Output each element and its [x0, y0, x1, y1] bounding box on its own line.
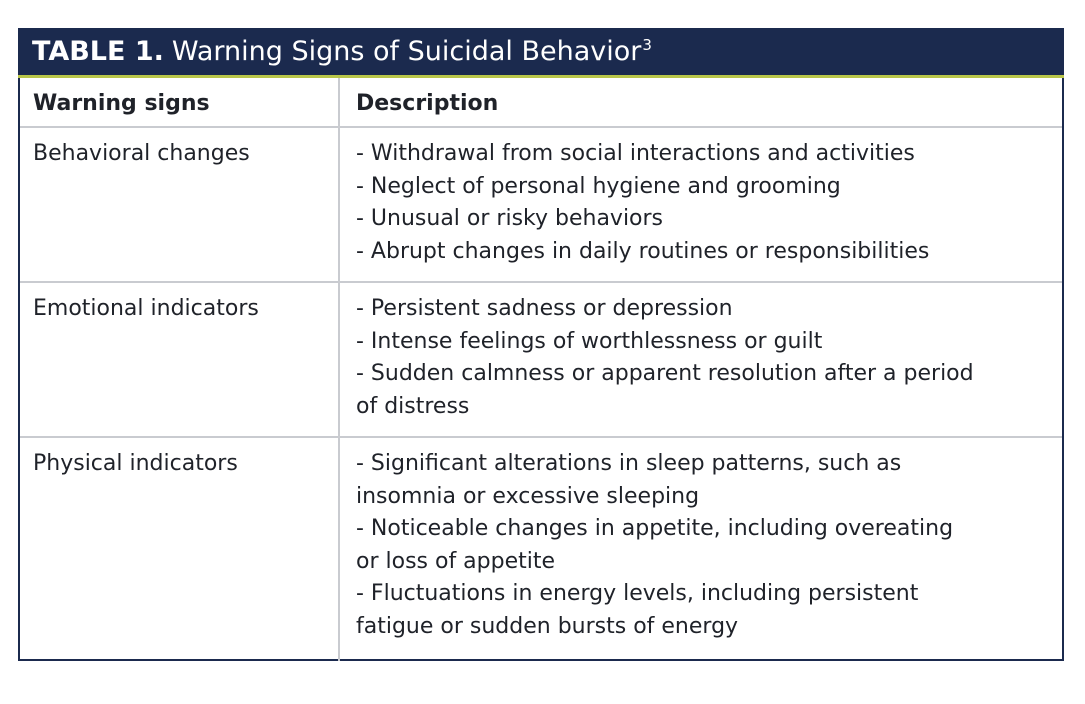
row-description [342, 128, 1062, 269]
table-row [20, 128, 1062, 283]
description-line: - Sudden calmness or apparent resolution after a period [356, 361, 974, 386]
description-line: - Fluctuations in energy levels, including persistent [356, 581, 919, 606]
description-line: - Persistent sadness or depression [356, 296, 733, 321]
header-description [342, 78, 1062, 118]
description-line: - Neglect of personal hygiene and grooming [356, 173, 841, 199]
table-row [20, 438, 1062, 661]
row-warning-sign: Behavioral changes [20, 128, 340, 281]
description-line: - Intense feelings of worthlessness or guilt [356, 328, 823, 354]
description-line: of distress [356, 393, 470, 419]
table-header-row [20, 78, 1062, 128]
description-line: - Noticeable changes in appetite, including overeating [356, 516, 954, 541]
warning-signs-table [18, 28, 1064, 661]
description-line: - Unusual or risky behaviors [356, 206, 664, 231]
table-title-text [172, 36, 652, 67]
table-title-label: TABLE 1. [32, 36, 164, 67]
header-description-label: Description [356, 91, 499, 116]
description-line: insomnia or excessive sleeping [356, 483, 700, 509]
table-title-main: Warning Signs of Suicidal Behavior [171, 36, 642, 67]
description-line: - Withdrawal from social interactions and activities [356, 141, 915, 166]
header-warning-signs: Warning signs [20, 78, 340, 126]
description-line: - Abrupt changes in daily routines or responsibilities [356, 238, 930, 264]
description-line: or loss of appetite [356, 548, 556, 574]
row-description [342, 438, 1062, 644]
table-row [20, 283, 1062, 438]
table-title [18, 28, 1064, 78]
row-description [342, 283, 1062, 424]
description-line: - Significant alterations in sleep patterns, such as [356, 451, 902, 476]
table-title-reference: 3 [642, 36, 652, 54]
row-warning-sign: Physical indicators [20, 438, 340, 661]
description-line: fatigue or sudden bursts of energy [356, 613, 739, 639]
row-warning-sign: Emotional indicators [20, 283, 340, 436]
